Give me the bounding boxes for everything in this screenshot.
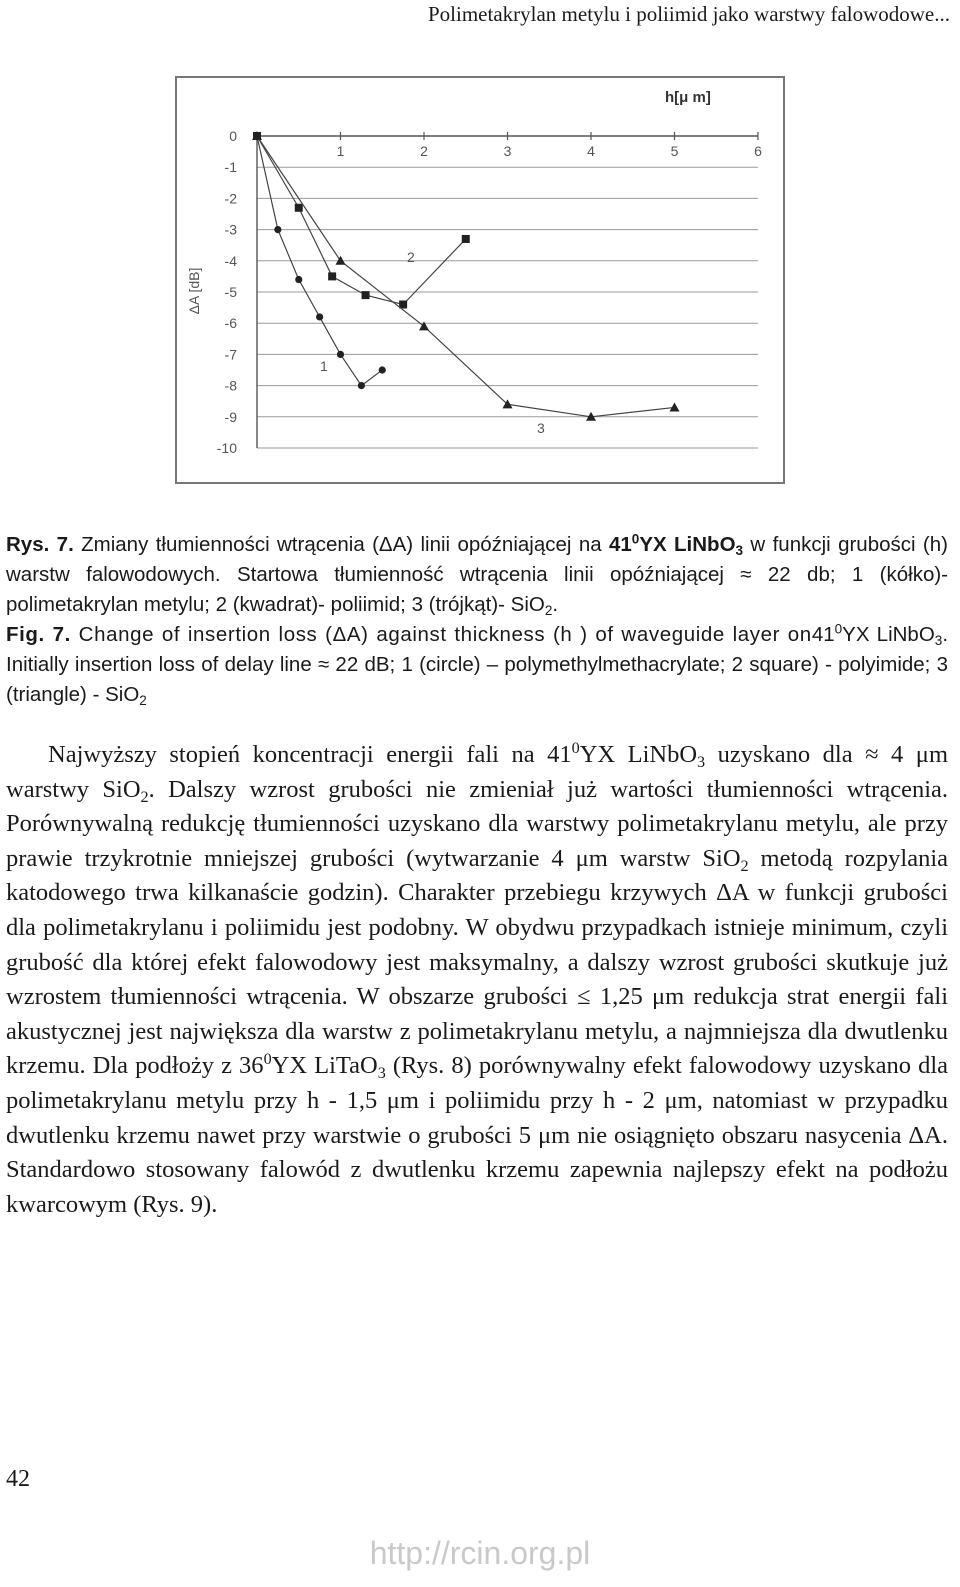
point-circle — [316, 313, 323, 320]
point-circle — [337, 351, 344, 358]
point-square — [328, 272, 336, 280]
y-tick-label: -3 — [224, 221, 237, 238]
curve-label-1: 1 — [320, 358, 328, 374]
body-seg-g: (Rys. 8) porównywalny efekt falowodowy uzyskano dla polimetakrylanu metylu przy h - 1,5 μm i poliimidu przy h - 2 μm, natomiast w przypadku dwutlenku krzemu nawet przy warstwie o grubości 5 μm nie osiągnięto obszaru nasycenia ΔA. Standardowo stosowany falowód z dwutlenku krzemu zapewnia najlepszy efekt na podłożu kwarcowym (Rys. 9). — [6, 1052, 949, 1218]
x-tick-label: 6 — [754, 143, 762, 159]
y-tick-label: 0 — [229, 128, 237, 144]
y-tick-label: -7 — [224, 346, 237, 363]
caption-en-sio-sub: 2 — [139, 693, 147, 709]
y-tick-label: -1 — [224, 159, 237, 176]
caption-pl-material — [608, 531, 744, 559]
chart-svg — [175, 76, 785, 484]
body-sup-2: 0 — [263, 1051, 272, 1069]
point-circle — [358, 382, 365, 389]
y-tick-label: -10 — [216, 440, 237, 456]
body-seg-b: YX LiNbO — [579, 741, 698, 768]
caption-en-text-b: . Initially insertion loss of delay line ≈ 22 dB; 1 (circle) – polymethylmethacrylate; 2 square) - polyimide; 3 (triangle) - SiO — [6, 623, 949, 706]
point-square — [462, 235, 470, 243]
x-axis-label: h[μ m] — [665, 89, 711, 106]
point-square — [362, 291, 370, 299]
page-number: 42 — [6, 1466, 30, 1492]
y-tick-label: -8 — [224, 377, 237, 394]
caption-pl-material-sup: 0 — [631, 531, 640, 547]
y-axis-label: ΔA [dB] — [186, 267, 202, 315]
running-header: Polimetakrylan metylu i poliimid jako warstwy falowodowe... — [428, 2, 950, 26]
x-tick-label: 2 — [420, 143, 428, 159]
x-tick-label: 3 — [503, 143, 512, 159]
point-circle — [379, 366, 386, 373]
caption-pl-material-name: YX LiNbO — [639, 533, 736, 556]
y-tick-label: -5 — [224, 284, 237, 300]
footer-url[interactable]: http://rcin.org.pl — [369, 1535, 591, 1571]
caption-pl-material-num: 41 — [608, 533, 632, 556]
y-tick-label: -9 — [224, 408, 237, 425]
curve-label-3: 3 — [537, 420, 545, 436]
point-circle — [295, 276, 302, 283]
body-sub-2: 2 — [140, 788, 149, 806]
body-sup-1: 0 — [571, 740, 580, 758]
caption-en-material-num: 41 — [811, 623, 835, 646]
body-seg-f: YX LiTaO — [271, 1052, 378, 1080]
body-seg-a: Najwyższy stopień koncentracji energii fali na 41 — [48, 741, 572, 768]
caption-en-material-sup: 0 — [834, 621, 843, 637]
caption-pl-text-b: w funkcji grubości (h) warstw falowodowych. Startowa tłumienność wtrącenia linii opóźniającej ≈ 22 db; 1 (kółko)- polimetakrylan metylu; 2 (kwadrat)- poliimid; 3 (trójkąt)- SiO — [6, 533, 948, 616]
caption-pl-text-a: Zmiany tłumienności wtrącenia (ΔA) linii opóźniającej na — [73, 533, 609, 556]
body-seg-d: . Dalszy wzrost grubości nie zmieniał już wartości tłumienności wtrącenia. Porównywalną redukcję tłumienności uzyskano dla warstwy polimetakrylanu metylu, ale przy prawie trzykrotnie mniejszej grubości (wytwarzanie 4 μm warstw SiO — [6, 775, 949, 872]
body-seg-c: uzyskano dla ≈ 4 μm warstwy SiO — [6, 741, 948, 803]
curve-label-2: 2 — [407, 249, 415, 265]
x-tick-label: 4 — [587, 143, 595, 159]
caption-english — [6, 620, 948, 710]
body-sub-1: 3 — [697, 753, 706, 771]
y-tick-label: -2 — [224, 190, 237, 207]
chart-frame — [176, 77, 784, 483]
caption-en-material-name: YX LiNbO — [842, 623, 935, 646]
paragraph-1 — [6, 738, 948, 1222]
y-tick-label: -6 — [224, 315, 237, 332]
caption-en-line1: Change of insertion loss (ΔA) against thickness (h ) of waveguide layer on — [70, 623, 812, 646]
body-sub-4: 3 — [377, 1065, 386, 1083]
figure-7-chart — [175, 76, 785, 484]
caption-en-label: Fig. 7. — [6, 623, 71, 646]
caption-en-material-sub: 3 — [934, 633, 943, 649]
body-sub-3: 2 — [740, 857, 749, 875]
caption-pl-label: Rys. 7. — [6, 533, 74, 556]
x-tick-label: 1 — [336, 143, 345, 159]
caption-pl-sio-sub: 2 — [544, 603, 553, 619]
caption-pl-text-c: . — [552, 593, 559, 616]
body-paragraph — [6, 738, 948, 1222]
x-tick-label: 5 — [670, 143, 679, 159]
caption-polish — [6, 530, 948, 620]
y-tick-label: -4 — [224, 252, 237, 269]
body-seg-e: metodą rozpylania katodowego trwa kilkanaście godzin). Charakter przebiegu krzywych ΔA w funkcji grubości dla polimetakrylanu i poliimidu jest podobny. W obydwu przypadkach istnieje minimum, czyli grubość dla której efekt falowodowy jest maksymalny, a dalszy wzrost grubości skutkuje już wzrostem tłumienności wtrącenia. W obszarze grubości ≤ 1,25 μm redukcja strat energii fali akustycznej jest największa dla warstw z polimetakrylanu metylu, a najmniejsza dla dwutlenku krzemu. Dla podłoży z 36 — [6, 844, 949, 1080]
point-circle — [274, 226, 281, 233]
point-square — [295, 204, 303, 212]
caption-pl-material-sub: 3 — [735, 543, 744, 559]
